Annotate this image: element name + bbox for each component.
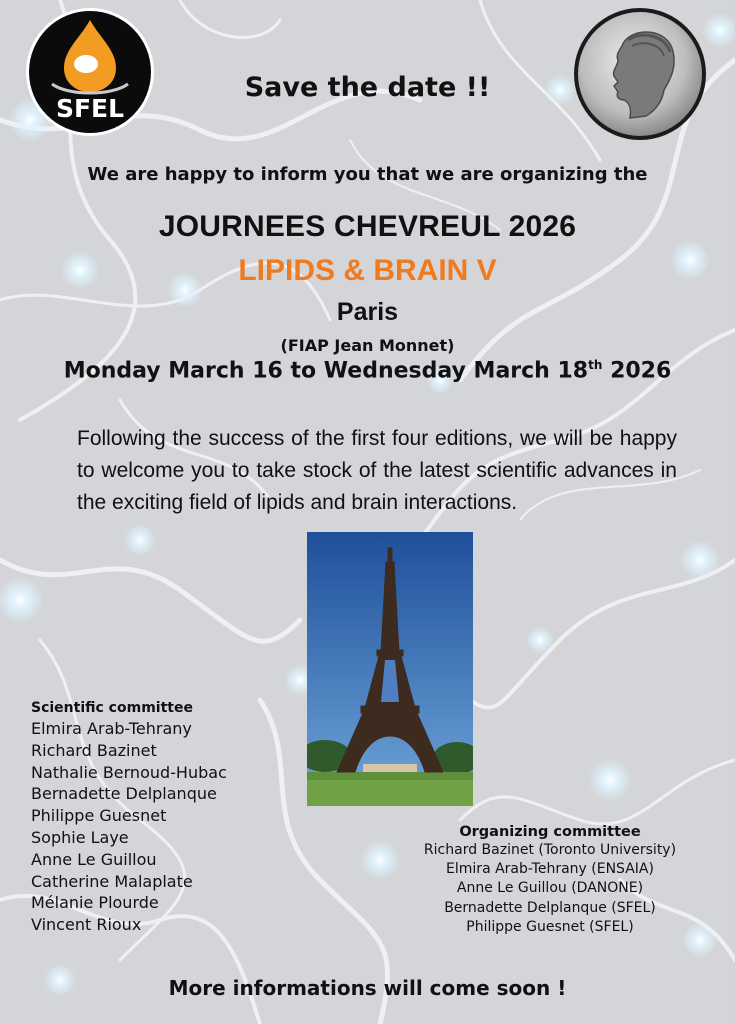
svg-text:SFEL: SFEL	[55, 94, 125, 123]
event-subtitle: LIPIDS & BRAIN V	[238, 254, 497, 287]
event-dates-year: 2026	[602, 358, 672, 384]
eiffel-tower-photo-icon	[307, 532, 473, 806]
event-dates-suffix: th	[588, 358, 603, 372]
event-description: Following the success of the first four editions, we will be happy to welcome you to take stock of the latest scientific advances in the exciting field of lipids and brain interactions.	[77, 427, 677, 514]
list-item: Richard Bazinet (Toronto University)	[423, 842, 677, 858]
list-item: Bernadette Delplanque	[31, 784, 217, 804]
scientific-committee	[31, 700, 301, 936]
list-item: Catherine Malaplate	[31, 871, 193, 891]
list-item: Elmira Arab-Tehrany	[31, 719, 192, 738]
organizing-committee	[395, 824, 705, 937]
save-the-date-heading: Save the date !!	[244, 72, 491, 103]
sfel-logo-icon	[24, 6, 156, 138]
list-item: Elmira Arab-Tehrany (ENSAIA)	[446, 861, 654, 878]
intro-line: We are happy to inform you that we are organizing the	[87, 164, 648, 185]
scientific-committee-title: Scientific committee	[31, 700, 193, 716]
event-dates-main: Monday March 16 to Wednesday March 18	[63, 358, 589, 384]
event-dates	[20, 358, 715, 383]
footer-note: More informations will come soon !	[168, 976, 567, 1000]
list-item: Anne Le Guillou	[31, 849, 157, 869]
event-city: Paris	[336, 298, 399, 326]
organizing-committee-title: Organizing committee	[459, 824, 641, 840]
list-item: Richard Bazinet	[31, 740, 157, 760]
list-item: Sophie Laye	[31, 827, 129, 847]
event-venue: (FIAP Jean Monnet)	[280, 336, 455, 355]
list-item: Philippe Guesnet	[31, 806, 167, 826]
list-item: Vincent Rioux	[31, 915, 142, 935]
list-item: Mélanie Plourde	[31, 893, 159, 913]
list-item: Philippe Guesnet (SFEL)	[466, 918, 634, 935]
event-title: JOURNEES CHEVREUL 2026	[158, 210, 577, 243]
organizing-committee-list	[395, 841, 705, 937]
list-item: Anne Le Guillou (DANONE)	[456, 880, 644, 897]
chevreul-medal-icon	[572, 6, 708, 142]
list-item: Bernadette Delplanque (SFEL)	[444, 899, 656, 916]
scientific-committee-list	[31, 718, 301, 936]
list-item: Nathalie Bernoud-Hubac	[31, 762, 227, 782]
